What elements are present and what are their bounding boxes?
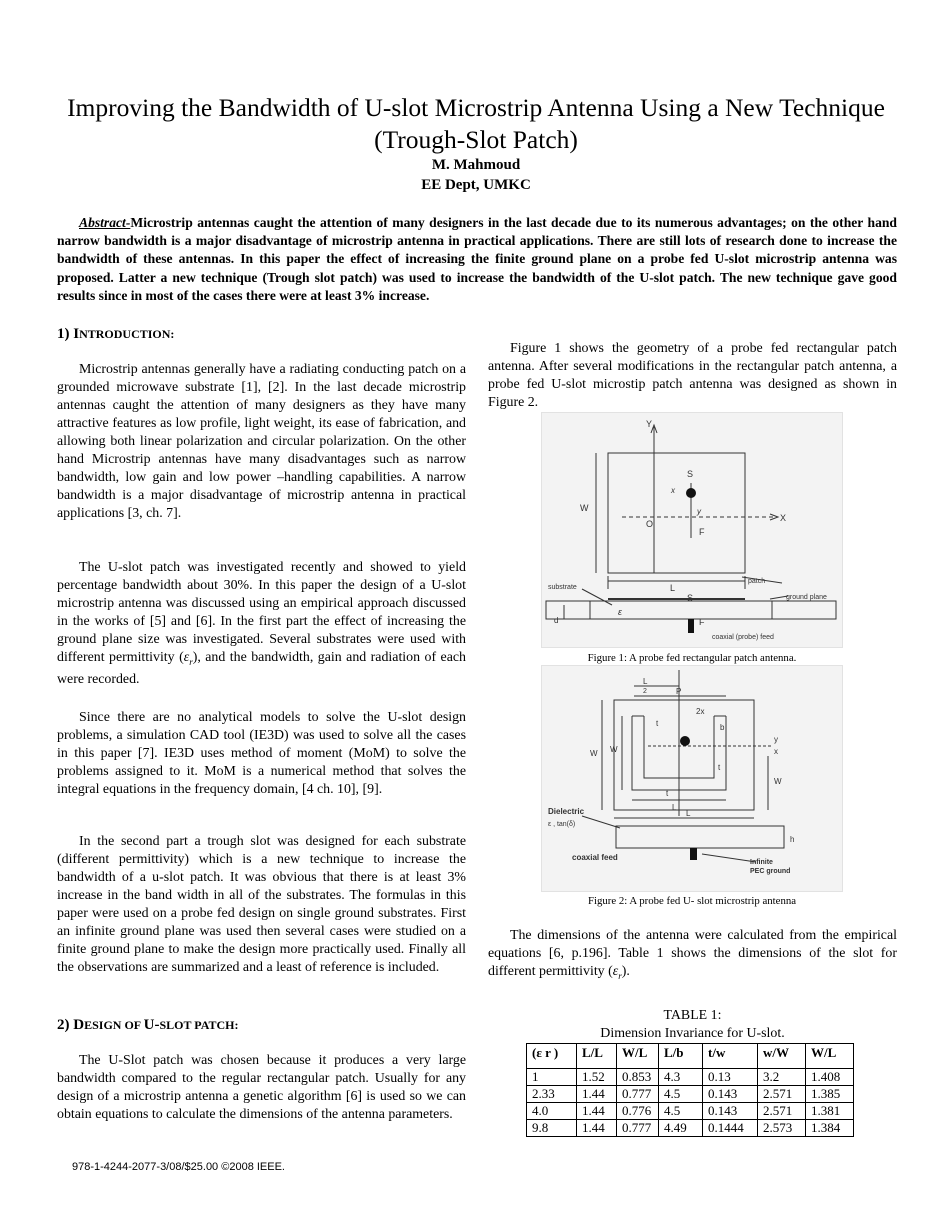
epsilon-symbol: ε bbox=[183, 650, 190, 665]
table-cell: 4.0 bbox=[527, 1103, 577, 1120]
fig1-label-origin: O bbox=[646, 519, 654, 529]
author-affiliation: EE Dept, UMKC bbox=[421, 177, 531, 193]
table-header-cell: L/b bbox=[659, 1044, 703, 1069]
table-cell: 2.571 bbox=[758, 1103, 806, 1120]
author-name: M. Mahmoud bbox=[431, 157, 521, 173]
subscript-r: r bbox=[189, 656, 193, 667]
section-number: 1) bbox=[57, 326, 74, 342]
fig2-label-t-top: t bbox=[656, 719, 659, 728]
paragraph-text: In the second part a trough slot was designed for each substrate (different permittivity) which is a new technique to increase the bandwidth of a u-slot patch. It was obvious that there is at least 3% increase in the band width in all of the substrates. The formulas in this paper were used on a probe fed design on single ground substrates. First an infinite ground plane was used then several cases were studied on a finite ground plane to make the design more practically used. Finally all the observations are summarized and a least of reference is included. bbox=[57, 834, 466, 975]
table-cell: 4.3 bbox=[659, 1069, 703, 1086]
fig2-label-eps-tan: ε , tan(δ) bbox=[548, 821, 576, 828]
figure-1 bbox=[541, 412, 843, 648]
fig1-label-s-bottom: S bbox=[687, 593, 694, 603]
intro-paragraph-3 bbox=[57, 709, 466, 799]
section-heading-introduction bbox=[57, 324, 174, 344]
fig2-label-w-half: W bbox=[774, 777, 782, 786]
table-cell: 0.143 bbox=[703, 1086, 758, 1103]
table-cell: 2.573 bbox=[758, 1120, 806, 1137]
table-cell: 0.1444 bbox=[703, 1120, 758, 1137]
table-cell: 1.44 bbox=[577, 1086, 617, 1103]
abstract-label: Abstract- bbox=[79, 215, 131, 230]
figure-1-caption: Figure 1: A probe fed rectangular patch antenna. bbox=[587, 652, 797, 664]
fig1-label-x: X bbox=[780, 513, 787, 523]
fig1-label-yp: y bbox=[697, 507, 701, 516]
paragraph-text: The dimensions of the antenna were calculated from the empirical equations [6, p.196]. Table 1 shows the dimensions of the slot for different permittivity ( bbox=[488, 928, 897, 979]
table-header-row bbox=[527, 1044, 854, 1069]
table-cell: 0.13 bbox=[703, 1069, 758, 1086]
figure-intro-paragraph bbox=[488, 340, 897, 412]
table-cell: 0.776 bbox=[617, 1103, 659, 1120]
fig2-label-w: W bbox=[590, 749, 598, 758]
table-caption-number: TABLE 1: bbox=[663, 1008, 722, 1023]
figure-2-diagram bbox=[542, 666, 842, 891]
fig1-label-f-bottom: F bbox=[699, 617, 705, 627]
fig2-label-2xp: 2x bbox=[696, 707, 705, 716]
paragraph-text: The U-Slot patch was chosen because it produces a very large bandwidth compared to the regular rectangular patch. Usually for any design of a microstrip antenna a genetic algorithm [6] is used so we can obtain equations to calculate the dimensions of the antenna parameters. bbox=[57, 1053, 466, 1122]
table-header-cell: t/w bbox=[703, 1044, 758, 1069]
intro-paragraph-1 bbox=[57, 361, 466, 523]
table-row bbox=[527, 1103, 854, 1120]
table-header-cell: W/L bbox=[617, 1044, 659, 1069]
fig2-label-x: x bbox=[774, 747, 778, 756]
figure-2 bbox=[541, 665, 843, 892]
paragraph-text: ), and the bandwidth, gain and radiation of each were recorded. bbox=[57, 650, 466, 687]
paragraph-text: Since there are no analytical models to solve the U-slot design problems, a simulation CAD tool (IE3D) was used to solve all the cases in this paper [7]. IE3D uses method of moment (MoM) to solve the problems assigned to it. MoM is a numerical method that solves the integral equations in the frequency domain, [4 ch. 10], [9]. bbox=[57, 710, 466, 797]
fig1-label-ground-plane: ground plane bbox=[786, 594, 827, 601]
fig2-label-infinite: Infinite bbox=[750, 859, 773, 866]
table-cell: 2.33 bbox=[527, 1086, 577, 1103]
fig1-label-substrate: substrate bbox=[548, 584, 577, 591]
section-title-rest: ESIGN OF bbox=[84, 1018, 144, 1032]
section-heading-design bbox=[57, 1015, 239, 1035]
subscript-r: r bbox=[618, 970, 622, 981]
table-cell: 1.381 bbox=[806, 1103, 854, 1120]
fig1-label-f-top: F bbox=[699, 527, 705, 537]
table-row bbox=[527, 1086, 854, 1103]
copyright-footer: 978-1-4244-2077-3/08/$25.00 ©2008 IEEE. bbox=[72, 1161, 285, 1173]
table-cell: 1.44 bbox=[577, 1120, 617, 1137]
paragraph-text: ). bbox=[621, 964, 630, 979]
table-cell: 3.2 bbox=[758, 1069, 806, 1086]
table-cell: 1 bbox=[527, 1069, 577, 1086]
abstract-text: Microstrip antennas caught the attention of many designers in the last decade due to its numerous advantages; on the other hand narrow bandwidth is a major disadvantage of microstrip antenna in practical applications. There are still lots of research done to increase the bandwidth of these antennas. In this paper the effect of increasing the finite ground plane on a probe fed U-slot microstrip antenna was proposed. Latter a new technique (Trough slot patch) was used to increase the bandwidth of the U-slot patch. The new technique gave good results since in most of the cases there were at least 3% increase. bbox=[57, 215, 897, 303]
section-title-initial: I bbox=[73, 326, 80, 342]
fig1-label-y: Y bbox=[646, 419, 653, 429]
section-title-initial: U- bbox=[143, 1017, 160, 1033]
epsilon-symbol: ε bbox=[612, 964, 619, 979]
fig2-label-pec-ground: PEC ground bbox=[750, 868, 791, 875]
table-cell: 0.853 bbox=[617, 1069, 659, 1086]
fig1-label-coax-feed: coaxial (probe) feed bbox=[712, 634, 774, 641]
design-paragraph-1 bbox=[57, 1052, 466, 1124]
paragraph-text: Microstrip antennas generally have a radiating conducting patch on a grounded microwave substrate [1], [2]. In the last decade microstrip antennas caught the attention of many designers as they have many attractive features as low profile, light weight, its ease of fabrication, and allowing both linear polarization and circular polarization. On the other hand Microstrip antennas have many disadvantages such as narrow bandwidth, low gain and low power –handling capabilities. A narrow bandwidth is a major disadvantage of microstrip antenna in practical applications [3, ch. 7]. bbox=[57, 362, 466, 521]
table-caption-title: Dimension Invariance for U-slot. bbox=[600, 1026, 785, 1041]
fig2-label-y: y bbox=[774, 735, 778, 744]
table-cell: 4.5 bbox=[659, 1103, 703, 1120]
figure-2-caption: Figure 2: A probe fed U- slot microstrip antenna bbox=[587, 895, 797, 907]
table-cell: 1.44 bbox=[577, 1103, 617, 1120]
fig1-label-d: d bbox=[554, 616, 559, 625]
fig1-label-epsilon: ε bbox=[618, 607, 622, 617]
abstract bbox=[57, 214, 897, 305]
table-row bbox=[527, 1120, 854, 1137]
table-header-cell: L/L bbox=[577, 1044, 617, 1069]
fig2-label-ls: L bbox=[672, 803, 677, 812]
fig2-label-t-bottom: t bbox=[666, 789, 669, 798]
intro-paragraph-2 bbox=[57, 559, 466, 689]
table-cell: 1.384 bbox=[806, 1120, 854, 1137]
table-cell: 0.143 bbox=[703, 1103, 758, 1120]
paragraph-text: Figure 1 shows the geometry of a probe fed rectangular patch antenna. After several modifications in the rectangular patch antenna, a probe fed U-slot microstip patch antenna was designed as shown in Figure 2. bbox=[488, 341, 897, 410]
fig2-label-t-side: t bbox=[718, 763, 721, 772]
table-cell: 9.8 bbox=[527, 1120, 577, 1137]
fig2-label-coax-feed: coaxial feed bbox=[572, 853, 618, 862]
fig1-label-s-top: S bbox=[687, 469, 694, 479]
fig1-label-xp: x bbox=[671, 486, 675, 495]
figure-1-diagram bbox=[542, 413, 842, 647]
paragraph-text: The U-slot patch was investigated recently and showed to yield percentage bandwidth about 30%. In this paper the design of a U-slot microstrip antenna was discussed using an empirical approach discussed in the works of [5] and [6]. In the first part the effect of increasing the ground plane size was investigated. Several substrates were used with different permittivity ( bbox=[57, 560, 466, 665]
fig1-label-patch: patch bbox=[748, 578, 766, 585]
fig2-label-l-half: L bbox=[643, 677, 648, 686]
table-header-cell: (ε r ) bbox=[527, 1044, 577, 1069]
section-number: 2) bbox=[57, 1017, 74, 1033]
fig2-label-h: h bbox=[790, 835, 795, 844]
section-title-rest: SLOT PATCH: bbox=[159, 1018, 239, 1032]
table-cell: 1.52 bbox=[577, 1069, 617, 1086]
intro-paragraph-4 bbox=[57, 833, 466, 977]
table-row bbox=[527, 1069, 854, 1086]
section-title-rest: NTRODUCTION: bbox=[79, 327, 175, 341]
fig2-label-dielectric: Dielectric bbox=[548, 807, 585, 816]
table-cell: 0.777 bbox=[617, 1086, 659, 1103]
fig2-label-b: b bbox=[720, 723, 725, 732]
paper-title: Improving the Bandwidth of U-slot Microstrip Antenna Using a New Technique (Trough-Slot Patch) bbox=[67, 93, 885, 154]
table-cell: 4.49 bbox=[659, 1120, 703, 1137]
fig1-label-length: L bbox=[670, 583, 676, 593]
fig2-label-l: L bbox=[686, 809, 691, 818]
table-cell: 2.571 bbox=[758, 1086, 806, 1103]
table-header-cell: W/L bbox=[806, 1044, 854, 1069]
fig2-label-ws: W bbox=[610, 745, 618, 754]
table-cell: 1.408 bbox=[806, 1069, 854, 1086]
table-intro-paragraph bbox=[488, 927, 897, 985]
table-header-cell: w/W bbox=[758, 1044, 806, 1069]
table-cell: 1.385 bbox=[806, 1086, 854, 1103]
fig2-label-two: 2 bbox=[643, 688, 647, 695]
section-title-initial: D bbox=[73, 1017, 85, 1033]
table-cell: 4.5 bbox=[659, 1086, 703, 1103]
dimensions-table bbox=[526, 1043, 854, 1137]
fig1-label-width: W bbox=[580, 503, 589, 513]
table-cell: 0.777 bbox=[617, 1120, 659, 1137]
fig2-label-p: P bbox=[676, 687, 682, 696]
